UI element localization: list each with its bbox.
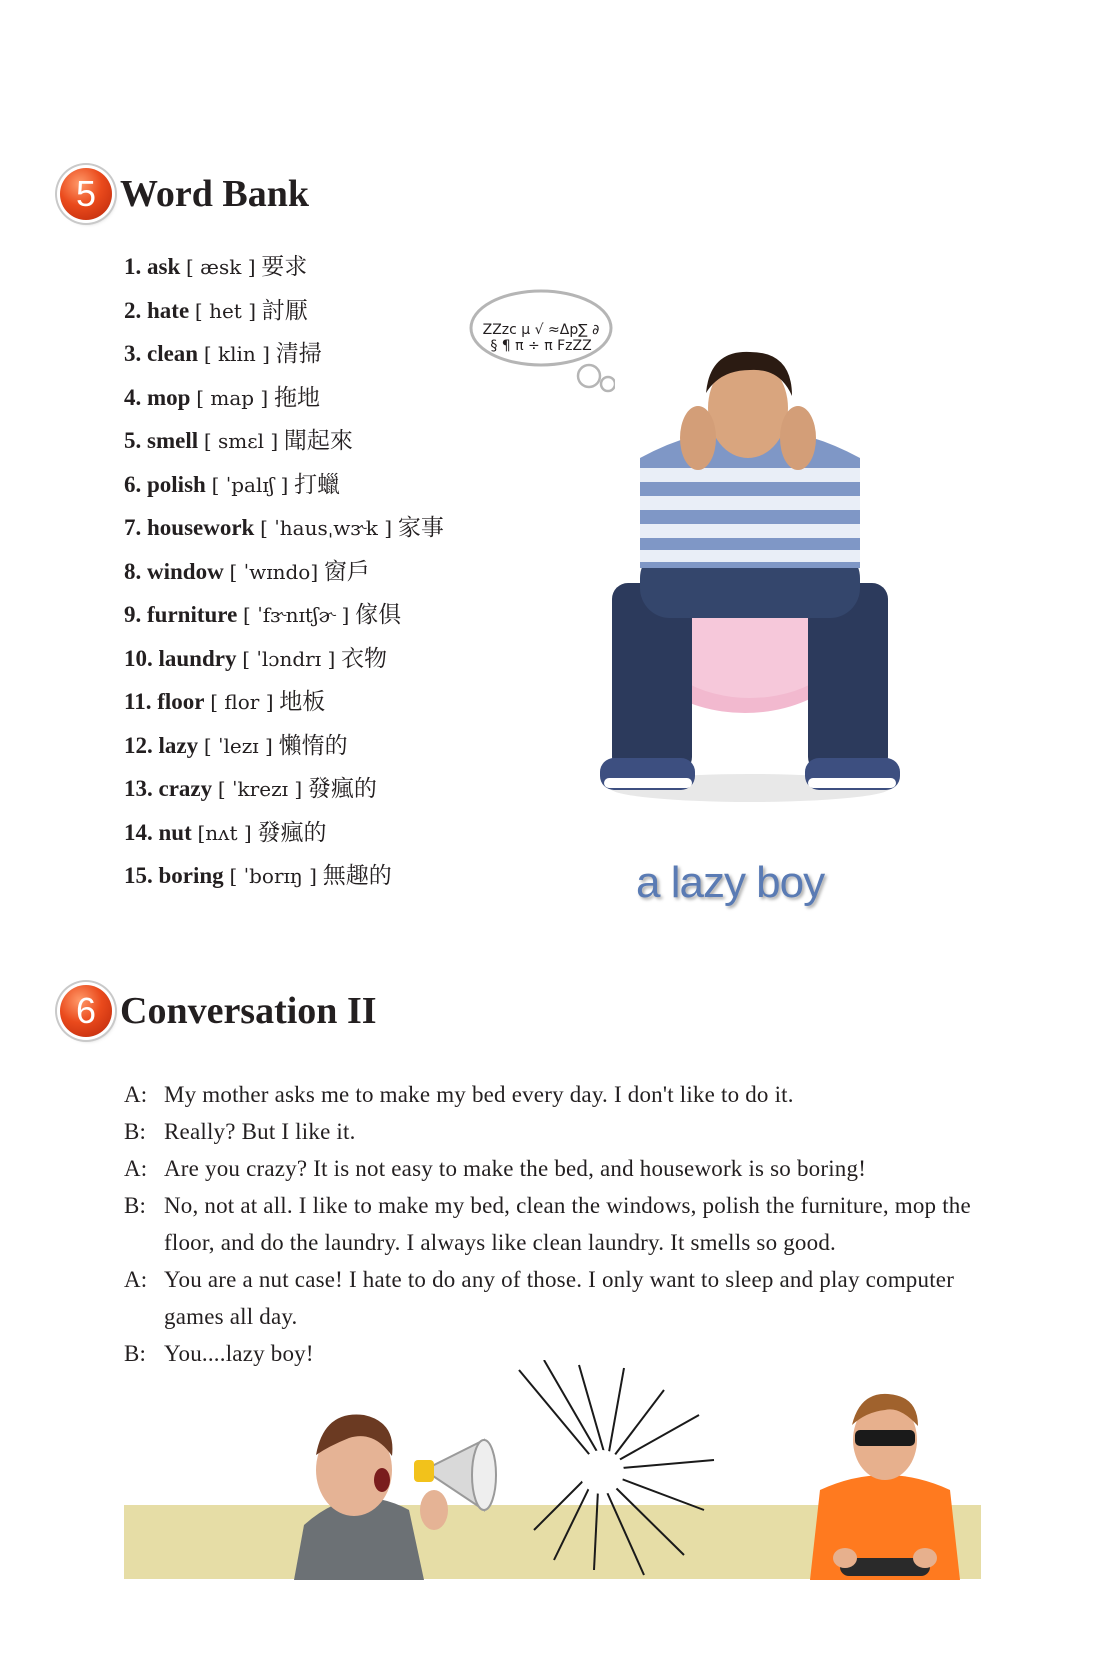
word-item: 7. housework [ ˈhausˌwɝk ] 家事	[124, 515, 444, 541]
dialogue-text: You....lazy boy!	[164, 1341, 314, 1366]
word-item: 8. window [ ˈwɪndo] 窗戶	[124, 558, 370, 585]
lazy-boy-photo	[600, 338, 900, 828]
thought-bubble-text: ZZzc μ √ ≈Δp∑ ∂ § ¶ π ÷ π FzZZ	[482, 322, 600, 354]
dialogue-line	[124, 1076, 984, 1113]
word-list	[124, 252, 444, 905]
word-item: 14. nut [nʌt ] 發瘋的	[124, 819, 327, 846]
speaker-label: B:	[124, 1341, 147, 1366]
dialogue-line	[124, 1187, 984, 1261]
speaker-label: A:	[124, 1156, 148, 1181]
section-title: Conversation II	[120, 990, 377, 1032]
word-item: 6. polish [ ˈpalɪʃ ] 打蠟	[124, 471, 341, 498]
dialogue-line	[124, 1150, 984, 1187]
word-item: 12. lazy [ ˈlezɪ ] 懶惰的	[124, 732, 348, 759]
section-number-badge: 5	[60, 168, 112, 220]
word-item: 3. clean [ klin ] 清掃	[124, 341, 322, 367]
word-item: 10. laundry [ ˈlɔndrɪ ] 衣物	[124, 645, 388, 672]
section-title: Word Bank	[120, 173, 310, 215]
word-bank-header	[60, 168, 309, 220]
word-item: 11. floor [ flor ] 地板	[124, 689, 326, 715]
dialogue-line	[124, 1113, 984, 1150]
speaker-label: B:	[124, 1119, 147, 1144]
section-number-badge: 6	[60, 985, 112, 1037]
megaphone-woman-illustration	[124, 1360, 724, 1580]
dialogue-line	[124, 1261, 984, 1335]
word-item: 2. hate [ het ] 討厭	[124, 297, 308, 324]
word-item: 1. ask [ æsk ] 要求	[124, 254, 308, 280]
word-item: 13. crazy [ ˈkrezɪ ] 發瘋的	[124, 776, 377, 802]
conversation-dialogue	[124, 1076, 984, 1372]
conversation-header	[60, 985, 377, 1037]
speaker-label: B:	[124, 1193, 147, 1218]
word-item: 5. smell [ smɛl ] 聞起來	[124, 428, 353, 454]
word-item: 9. furniture [ ˈfɝnɪtʃɚ ] 傢俱	[124, 602, 402, 628]
dialogue-text: Really? But I like it.	[164, 1119, 356, 1144]
dialogue-text: My mother asks me to make my bed every day. I don't like to do it.	[164, 1082, 794, 1107]
speaker-label: A:	[124, 1082, 148, 1107]
dialogue-text: No, not at all. I like to make my bed, clean the windows, polish the furniture, mop the floor, and do the laundry. I always like clean laundry. It smells so good.	[164, 1193, 971, 1255]
word-item: 4. mop [ map ] 拖地	[124, 384, 320, 411]
photo-caption: a lazy boy	[636, 858, 825, 907]
dialogue-text: You are a nut case! I hate to do any of those. I only want to sleep and play computer games all day.	[164, 1267, 955, 1329]
speaker-label: A:	[124, 1267, 148, 1292]
dialogue-text: Are you crazy? It is not easy to make the bed, and housework is so boring!	[164, 1156, 867, 1181]
word-item: 15. boring [ ˈborɪŋ ] 無趣的	[124, 863, 392, 889]
gamer-boy-illustration	[800, 1380, 970, 1580]
